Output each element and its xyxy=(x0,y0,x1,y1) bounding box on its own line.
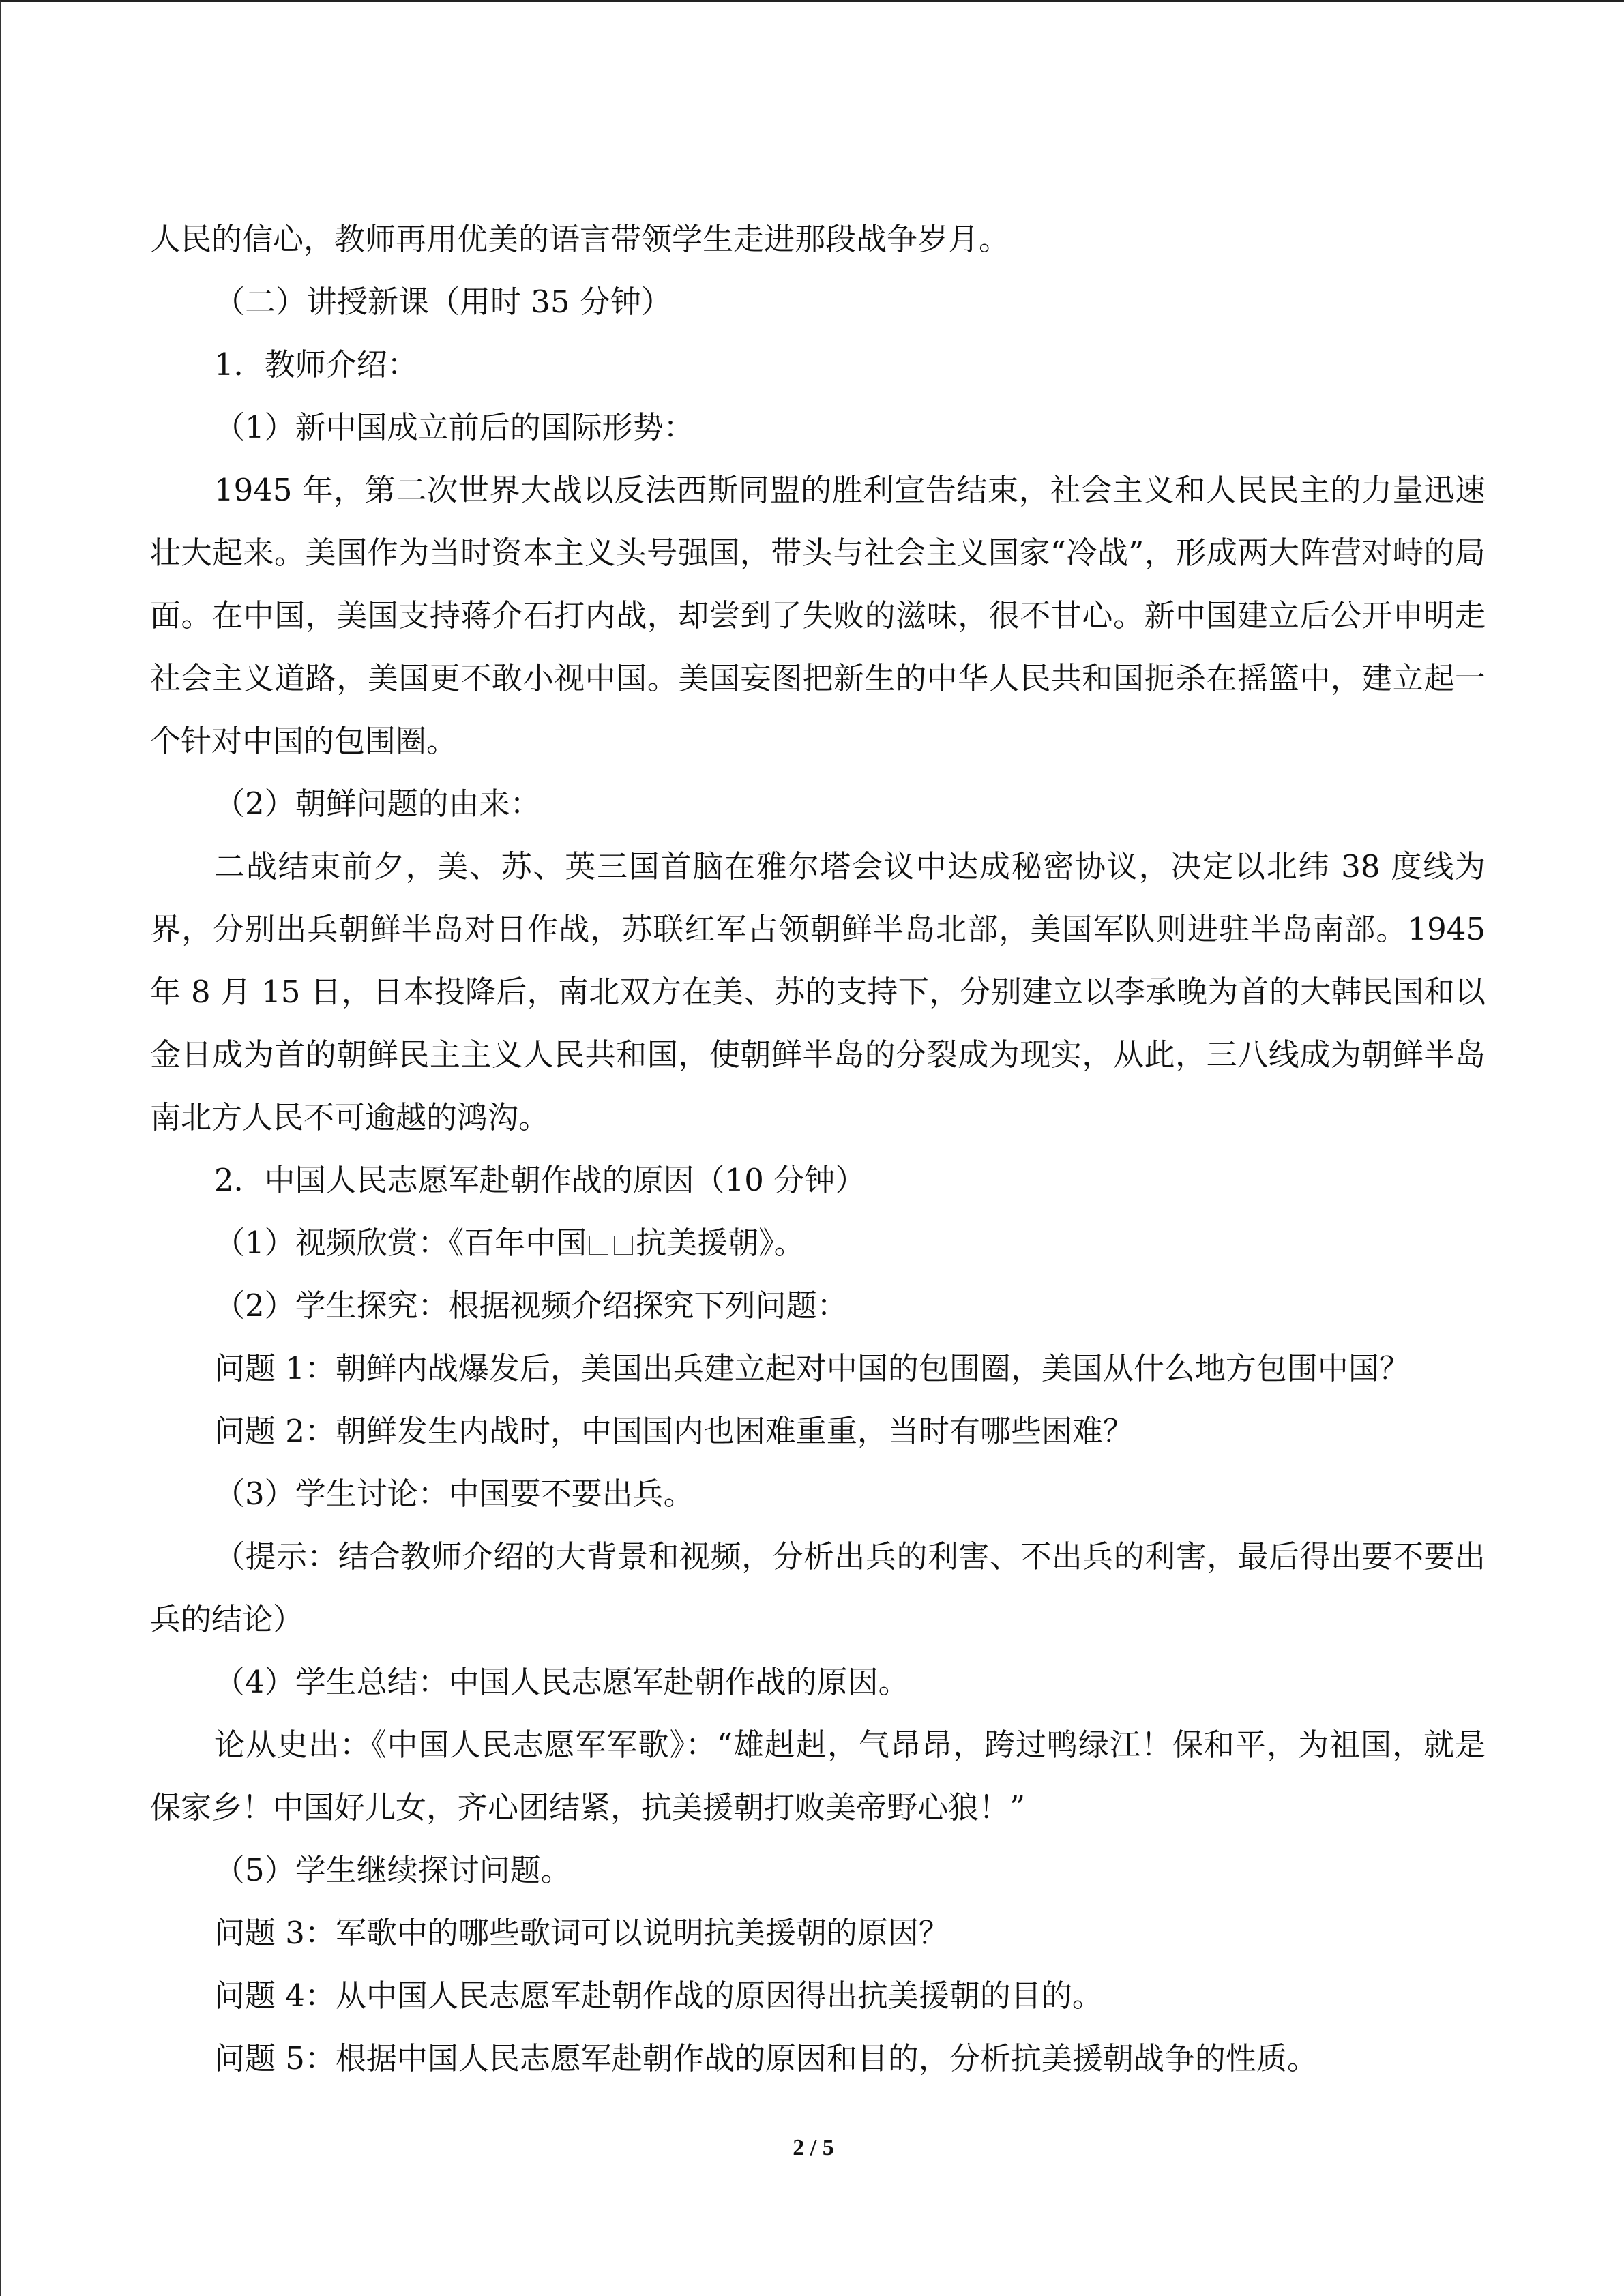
subheading-volunteer-reasons: 2．中国人民志愿军赴朝作战的原因（10 分钟） xyxy=(214,1162,866,1198)
placeholder-box-icon xyxy=(589,1236,608,1255)
question-3: 问题 3：军歌中的哪些歌词可以说明抗美援朝的原因？ xyxy=(214,1915,949,1951)
paragraph-student-inquiry: （2）学生探究：根据视频介绍探究下列问题： xyxy=(214,1287,848,1324)
paragraph-student-summary: （4）学生总结：中国人民志愿军赴朝作战的原因。 xyxy=(214,1664,909,1700)
paragraph-intro-continuation: 人民的信心，教师再用优美的语言带领学生走进那段战争岁月。 xyxy=(150,221,1010,257)
paragraph-korea-origin: 二战结束前夕，美、苏、英三国首脑在雅尔塔会议中达成秘密协议，决定以北纬 38 度线为界，分别出兵朝鲜半岛对日作战，苏联红军占领朝鲜半岛北部，美国军队则进驻半岛南部。1945 年 8 月 15 日，日本投降后，南北双方在美、苏的支持下，分别建立以李承晚为首的大韩民国和以金日成为首的朝鲜民主主义人民共和国，使朝鲜半岛的分裂成为现实，从此，三八线成为朝鲜半岛南北方人民不可逾越的鸿沟。 xyxy=(150,848,1486,1135)
question-4: 问题 4：从中国人民志愿军赴朝作战的原因得出抗美援朝的目的。 xyxy=(214,1978,1103,2014)
question-1: 问题 1：朝鲜内战爆发后，美国出兵建立起对中国的包围圈，美国从什么地方包围中国？ xyxy=(214,1350,1410,1386)
paragraph-hint: （提示：结合教师介绍的大背景和视频，分析出兵的利害、不出兵的利害，最后得出要不要出兵的结论） xyxy=(150,1538,1486,1637)
paragraph-international-situation: 1945 年，第二次世界大战以反法西斯同盟的胜利宣告结束，社会主义和人民民主的力量迅速壮大起来。美国作为当时资本主义头号强国，带头与社会主义国家“冷战”，形成两大阵营对峙的局面。在中国，美国支持蒋介石打内战，却尝到了失败的滋味，很不甘心。新中国建立后公开申明走社会主义道路，美国更不敢小视中国。美国妄图把新生的中华人民共和国扼杀在摇篮中，建立起一个针对中国的包围圈。 xyxy=(150,472,1486,759)
paragraph-video-viewing xyxy=(150,1212,1486,1274)
paragraph-continue-discussion: （5）学生继续探讨问题。 xyxy=(214,1852,572,1888)
subheading-teacher-intro: 1．教师介绍： xyxy=(214,346,418,383)
paragraph-war-song: 论从史出：《中国人民志愿军军歌》：“雄赳赳，气昂昂，跨过鸭绿江！保和平，为祖国，就是保家乡！中国好儿女，齐心团结紧，抗美援朝打败美帝野心狼！” xyxy=(150,1727,1486,1825)
question-2: 问题 2：朝鲜发生内战时，中国国内也困难重重，当时有哪些困难？ xyxy=(214,1413,1134,1449)
question-5: 问题 5：根据中国人民志愿军赴朝作战的原因和目的，分析抗美援朝战争的性质。 xyxy=(214,2040,1318,2076)
section-heading-new-lesson: （二）讲授新课（用时 35 分钟） xyxy=(214,284,672,320)
video-title-start: （1）视频欣赏：《百年中国 xyxy=(214,1225,587,1261)
paragraph-student-discussion: （3）学生讨论：中国要不要出兵。 xyxy=(214,1476,694,1512)
subheading-korea-origin: （2）朝鲜问题的由来： xyxy=(214,786,541,822)
placeholder-box-icon xyxy=(614,1236,633,1255)
subheading-international-situation: （1）新中国成立前后的国际形势： xyxy=(214,409,694,445)
document-body xyxy=(150,208,1486,2090)
page-number: 2 / 5 xyxy=(793,2135,834,2160)
video-title-end: 抗美援朝》。 xyxy=(636,1225,805,1261)
